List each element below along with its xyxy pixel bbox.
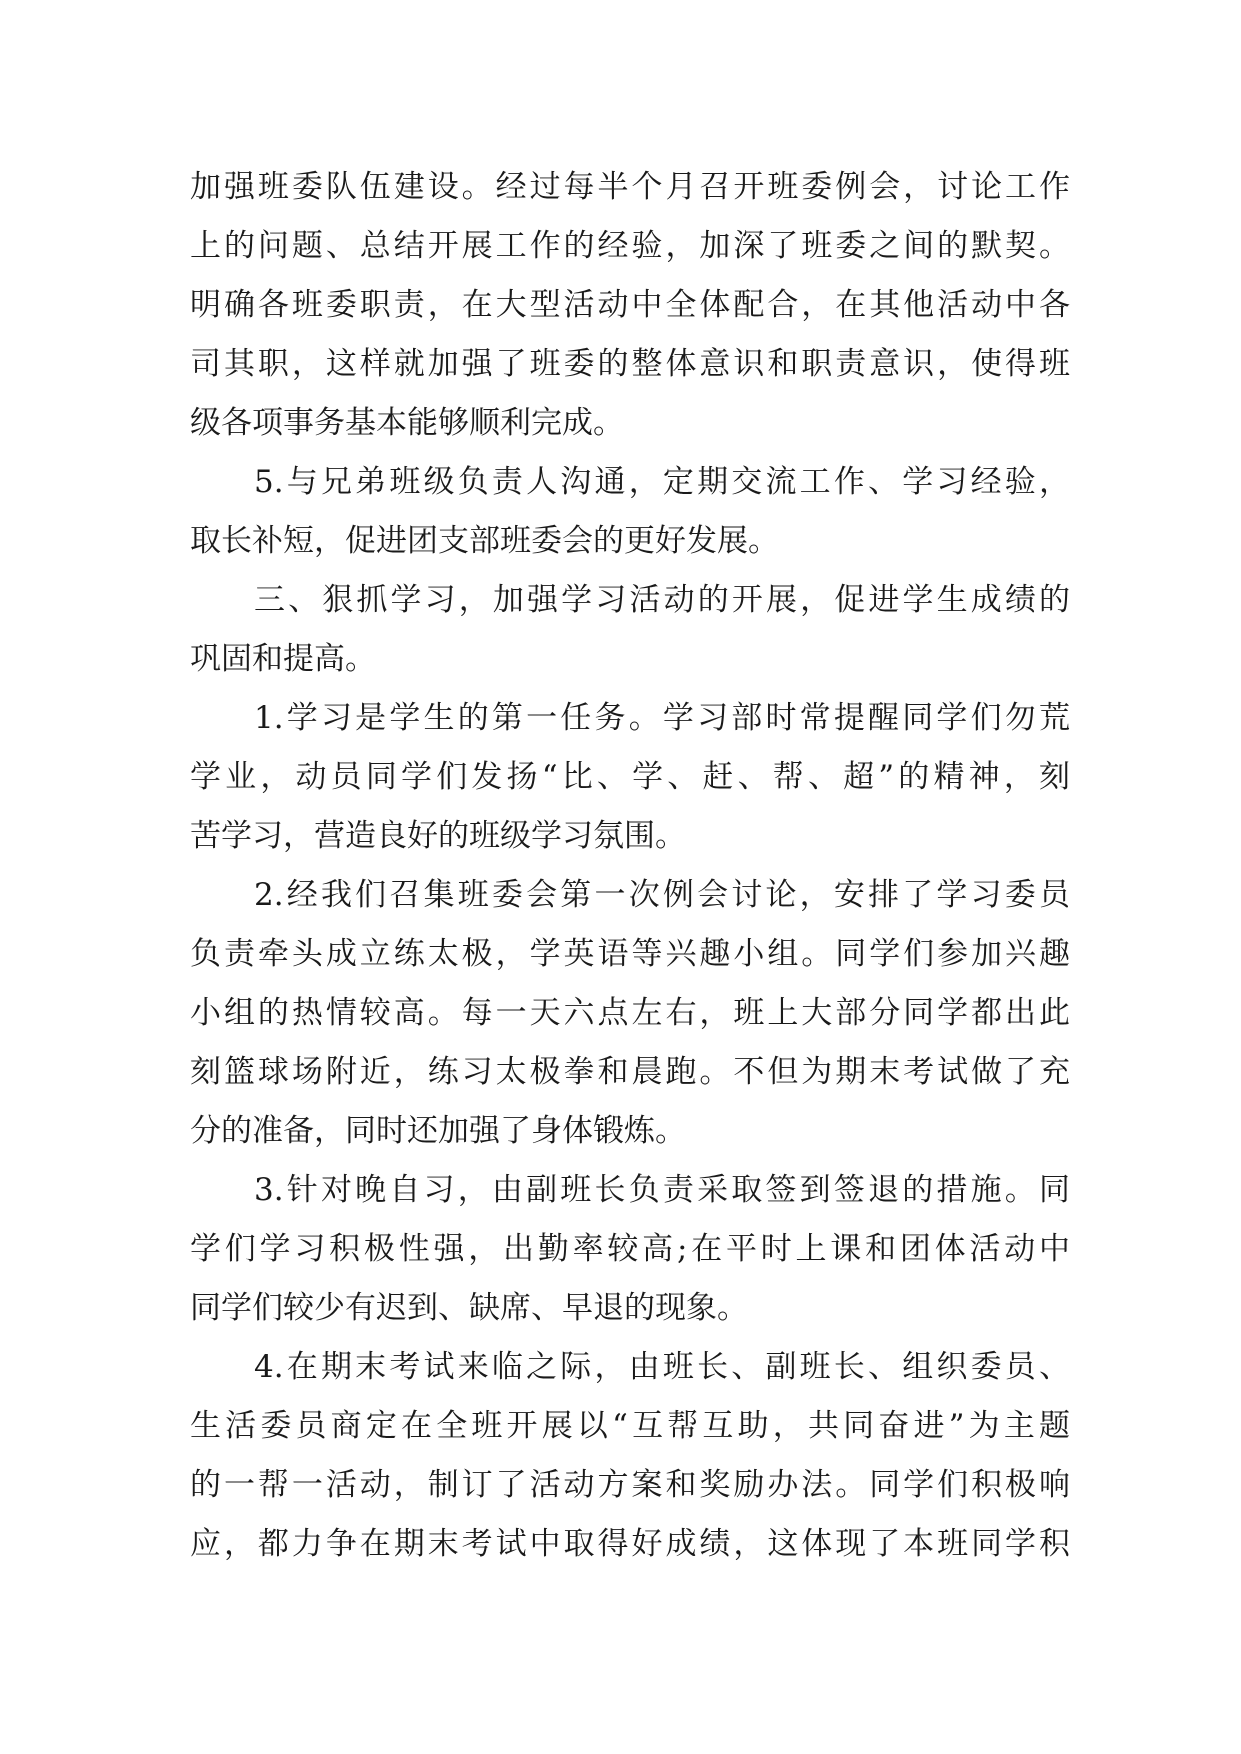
text-line: 负责牵头成立练太极，学英语等兴趣小组。同学们参加兴趣 xyxy=(190,936,1070,972)
text-line: 生活委员商定在全班开展以“互帮互助，共同奋进”为主题 xyxy=(190,1408,1070,1444)
text-line: 巩固和提高。 xyxy=(190,641,376,677)
text-line: 2.经我们召集班委会第一次例会讨论，安排了学习委员 xyxy=(254,877,1070,913)
text-line: 4.在期末考试来临之际，由班长、副班长、组织委员、 xyxy=(254,1349,1070,1385)
text-line: 同学们较少有迟到、缺席、早退的现象。 xyxy=(190,1290,748,1326)
text-line: 分的准备，同时还加强了身体锻炼。 xyxy=(190,1113,686,1149)
text-line: 3.针对晚自习，由副班长负责采取签到签退的措施。同 xyxy=(254,1172,1070,1208)
text-line: 明确各班委职责，在大型活动中全体配合，在其他活动中各 xyxy=(190,287,1070,323)
text-line: 三、狠抓学习，加强学习活动的开展，促进学生成绩的 xyxy=(254,582,1070,618)
text-line: 学们学习积极性强，出勤率较高;在平时上课和团体活动中 xyxy=(190,1231,1070,1267)
text-line: 小组的热情较高。每一天六点左右，班上大部分同学都出此 xyxy=(190,995,1070,1031)
text-line: 的一帮一活动，制订了活动方案和奖励办法。同学们积极响 xyxy=(190,1467,1070,1503)
text-line: 司其职，这样就加强了班委的整体意识和职责意识，使得班 xyxy=(190,346,1070,382)
document-page xyxy=(190,158,1070,1574)
document-body xyxy=(190,158,1070,1574)
text-line: 学业，动员同学们发扬“比、学、赶、帮、超”的精神，刻 xyxy=(190,759,1070,795)
text-line: 加强班委队伍建设。经过每半个月召开班委例会，讨论工作 xyxy=(190,169,1070,205)
text-line: 1.学习是学生的第一任务。学习部时常提醒同学们勿荒 xyxy=(254,700,1070,736)
text-line: 级各项事务基本能够顺利完成。 xyxy=(190,405,624,441)
text-line: 苦学习，营造良好的班级学习氛围。 xyxy=(190,818,686,854)
text-line: 应，都力争在期末考试中取得好成绩，这体现了本班同学积 xyxy=(190,1526,1070,1562)
text-line: 刻篮球场附近，练习太极拳和晨跑。不但为期末考试做了充 xyxy=(190,1054,1070,1090)
text-line: 取长补短，促进团支部班委会的更好发展。 xyxy=(190,523,779,559)
text-line: 上的问题、总结开展工作的经验，加深了班委之间的默契。 xyxy=(190,228,1070,264)
text-line: 5.与兄弟班级负责人沟通，定期交流工作、学习经验， xyxy=(254,464,1070,500)
